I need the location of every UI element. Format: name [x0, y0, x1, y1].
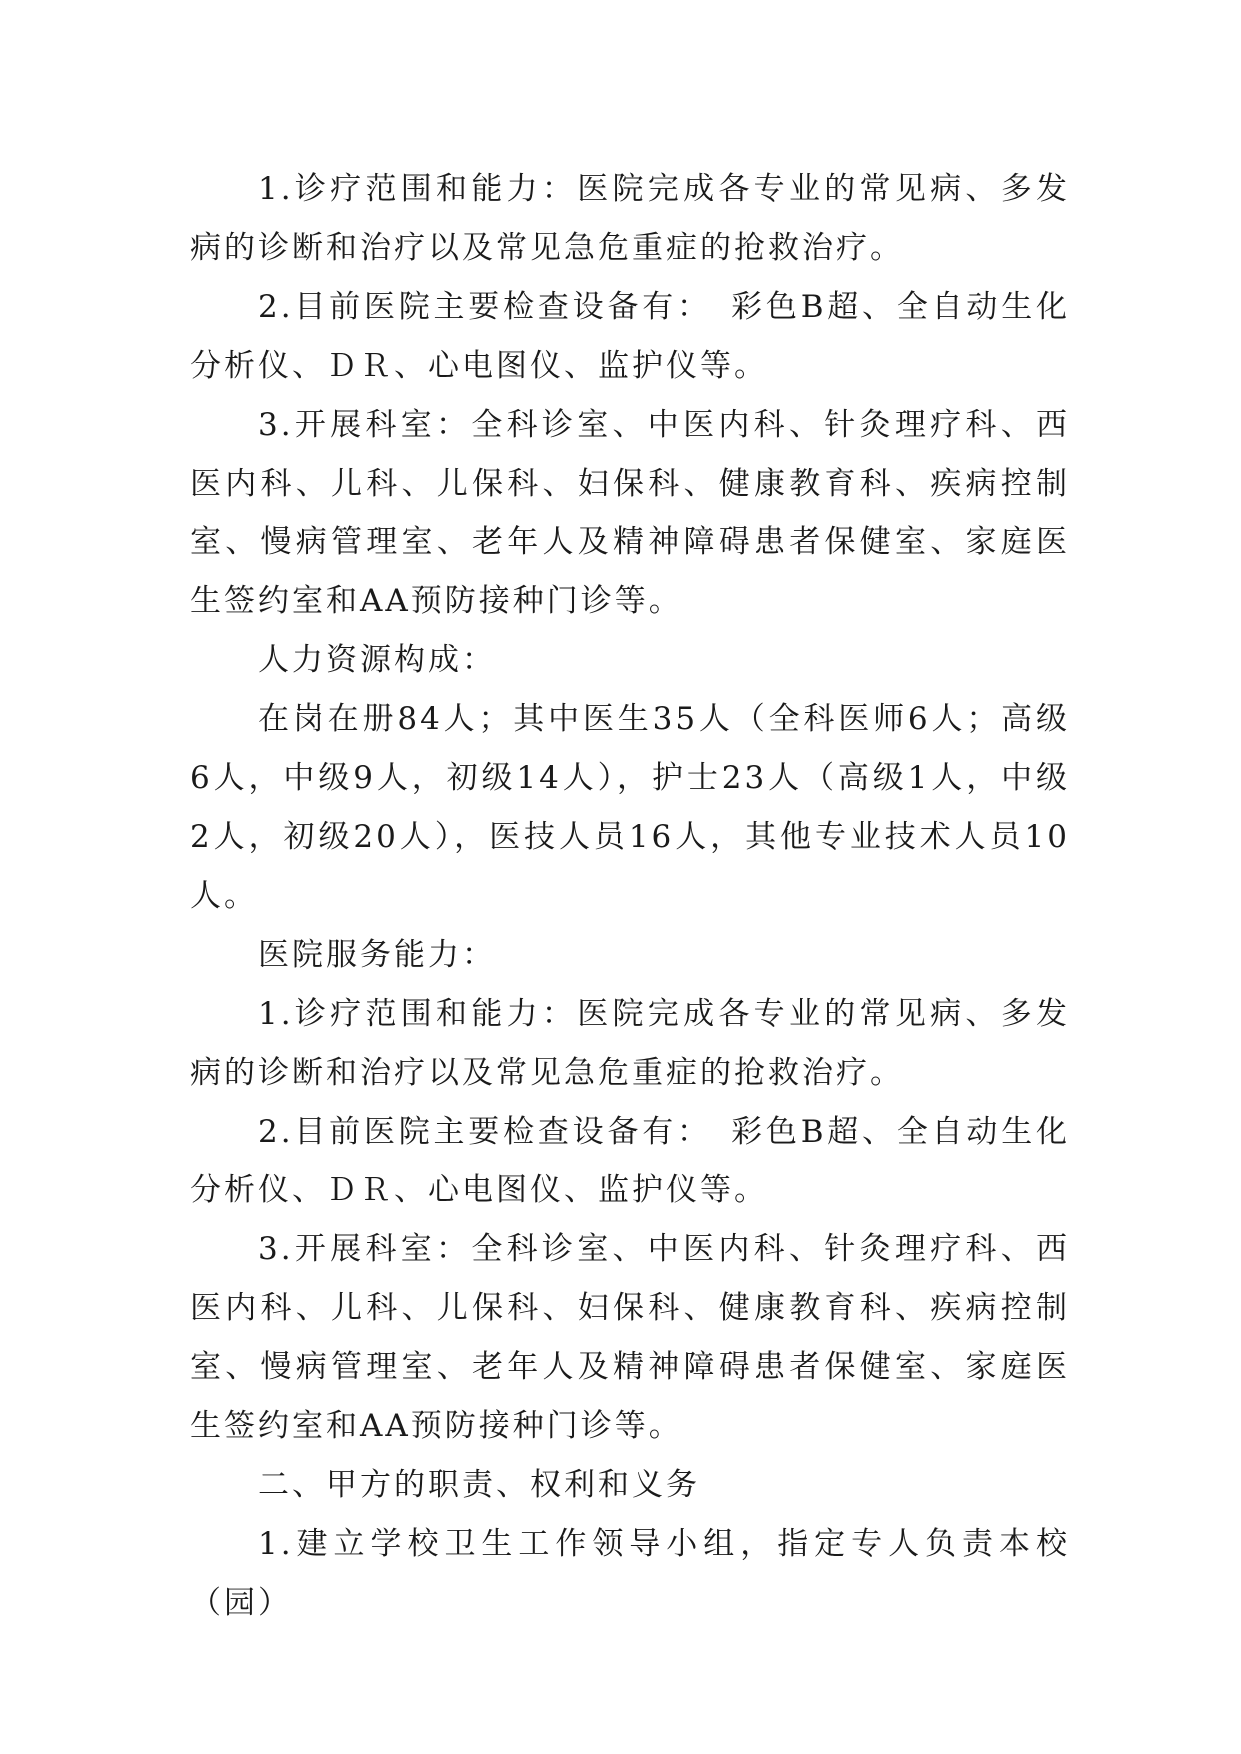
paragraph-departments: 3.开展科室：全科诊室、中医内科、针灸理疗科、西医内科、儿科、儿保科、妇保科、健康教育科、疾病控制室、慢病管理室、老年人及精神障碍患者保健室、家庭医生签约室和AA预防接种门诊等。 [190, 406, 1070, 620]
paragraph-leadership-group: 1.建立学校卫生工作领导小组，指定专人负责本校（园） [190, 1525, 1070, 1621]
paragraph-equipment-repeat: 2.目前医院主要检查设备有： 彩色B超、全自动生化分析仪、ＤＲ、心电图仪、监护仪等。 [190, 1113, 1070, 1209]
paragraph-scope: 1.诊疗范围和能力：医院完成各专业的常见病、多发病的诊断和治疗以及常见急危重症的抢救治疗。 [190, 171, 1070, 266]
paragraph-scope-repeat: 1.诊疗范围和能力：医院完成各专业的常见病、多发病的诊断和治疗以及常见急危重症的抢救治疗。 [190, 995, 1070, 1091]
paragraph-staffing: 在岗在册84人；其中医生35人（全科医师6人；高级6人，中级9人，初级14人），护士23人（高级1人，中级2人，初级20人），医技人员16人，其他专业技术人员10人。 [190, 701, 1070, 914]
heading-service-capacity: 医院服务能力： [258, 936, 496, 973]
heading-human-resources: 人力资源构成： [258, 642, 496, 679]
document-body [190, 160, 1070, 1633]
paragraph-equipment: 2.目前医院主要检查设备有： 彩色B超、全自动生化分析仪、ＤＲ、心电图仪、监护仪等。 [190, 288, 1070, 384]
heading-party-a-duties: 二、甲方的职责、权利和义务 [258, 1466, 700, 1503]
paragraph-departments-repeat: 3.开展科室：全科诊室、中医内科、针灸理疗科、西医内科、儿科、儿保科、妇保科、健康教育科、疾病控制室、慢病管理室、老年人及精神障碍患者保健室、家庭医生签约室和AA预防接种门诊等。 [190, 1231, 1070, 1445]
